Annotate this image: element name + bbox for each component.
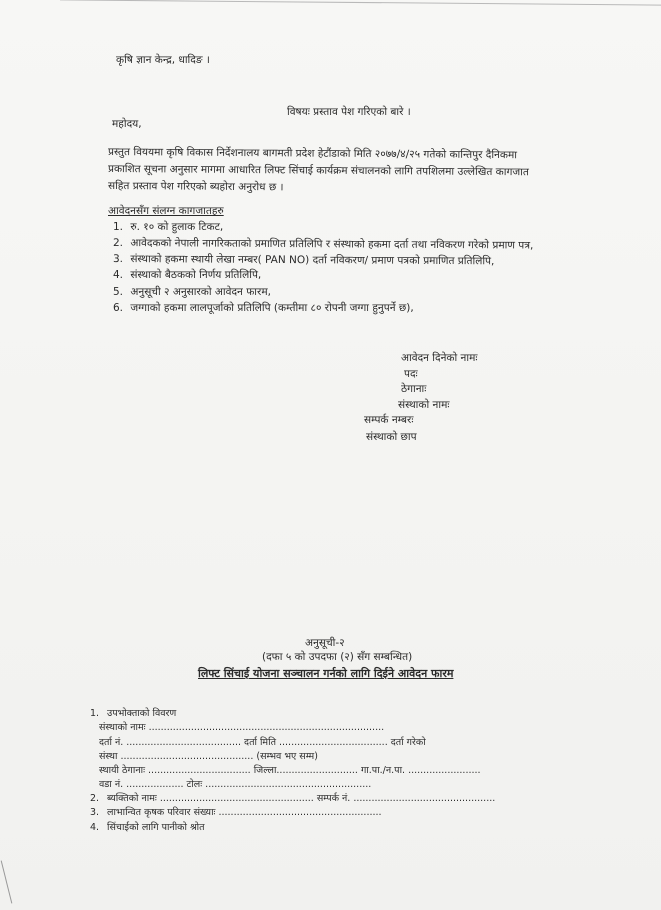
addressee: कृषि ज्ञान केन्द्र, धादिङ ।: [116, 54, 210, 66]
form-reg-no: दर्ता नं. ...................................... दर्ता मिति .................................... दर्ता गरेको: [99, 737, 426, 748]
form-org-name: संस्थाको नामः ..............................................................................: [99, 722, 385, 733]
attachment-item: 2. आवेदकको नेपाली नागरिकताको प्रमाणित प्रतिलिपि र संस्थाको हकमा दर्ता तथा नविकरण गरेको प्रमाण पत्र,: [112, 237, 534, 252]
attachment-item: 6. जग्गाको हकमा लालपूर्जाको प्रतिलिपि (कम्तीमा ८० रोपनी जग्गा हुनुपर्ने छ),: [113, 302, 414, 314]
form-title: लिफ्ट सिंचाई योजना सञ्चालन गर्नको लागि दिईने आवेदन फारम: [198, 667, 454, 680]
form-permanent-address: स्थायी ठेगानाः .................................. जिल्ला........................... गा.पा./न.पा. ........................: [99, 765, 481, 776]
form-section-4: 4. सिंचाईको लागि पानीको श्रोत: [90, 822, 205, 833]
signature-address: ठेगानाः: [401, 383, 427, 395]
signature-name: आवेदन दिनेको नामः: [401, 352, 478, 364]
form-section-2: 2. ब्यक्तिको नामः ................................................... सम्पर्क नं. ...............................................: [90, 793, 496, 804]
attachments-heading: आवेदनसँग संलग्न कागजातहरु: [108, 205, 224, 217]
form-ward: वडा नं. ................... टोलः .......................................................: [99, 779, 372, 790]
attachment-item: 1. रु. १० को हुलाक टिकट,: [113, 221, 224, 233]
attachment-item: 3. संस्थाको हकमा स्थायी लेखा नम्बर( PAN NO) दर्ता नविकरण/ प्रमाण पत्रको प्रमाणित प्रतिलिपि,: [112, 253, 495, 268]
page-edge-left: [1, 861, 13, 904]
signature-org: संस्थाको नामः: [398, 399, 450, 411]
signature-seal: संस्थाको छाप: [366, 431, 417, 443]
form-org: संस्था ............................................ (सम्भव भए सम्म): [99, 751, 318, 762]
subject-line: विषयः प्रस्ताव पेश गरिएको बारे ।: [287, 106, 411, 118]
form-section-3: 3. लाभान्वित कृषक परिवार संख्याः ......................................................: [90, 807, 382, 818]
annex-subtitle: (दफा ५ को उपदफा (२) सँग सम्बन्धित): [262, 651, 413, 663]
salutation: महोदय,: [112, 118, 142, 130]
signature-post: पदः: [404, 368, 418, 380]
attachment-item: 5. अनुसूची २ अनुसारको आवेदन फारम,: [113, 286, 271, 298]
annex-title: अनुसूची-२: [305, 637, 345, 649]
signature-contact: सम्पर्क नम्बरः: [364, 414, 414, 426]
body-line-3: सहित प्रस्ताव पेश गरिएको ब्यहोरा अनुरोध छ ।: [107, 180, 284, 194]
form-section-1: 1. उपभोक्ताको विवरण: [90, 708, 177, 719]
attachment-item: 4. संस्थाको बैठकको निर्णय प्रतिलिपि,: [113, 269, 262, 281]
page-edge-top: [60, 0, 661, 12]
body-line-1: प्रस्तुत विययमा कृषि विकास निर्देशनालय बागमती प्रदेश हेटौंडाको मिति २०७७/४/२५ गतेको कान्तिपुर दैनिकमा: [107, 146, 518, 162]
body-line-2: प्रकाशित सूचना अनुसार मागमा आधारित लिफ्ट सिंचाई कार्यक्रम संचालनको लागि तपशिलमा उल्लेखित कागजात: [107, 163, 529, 179]
